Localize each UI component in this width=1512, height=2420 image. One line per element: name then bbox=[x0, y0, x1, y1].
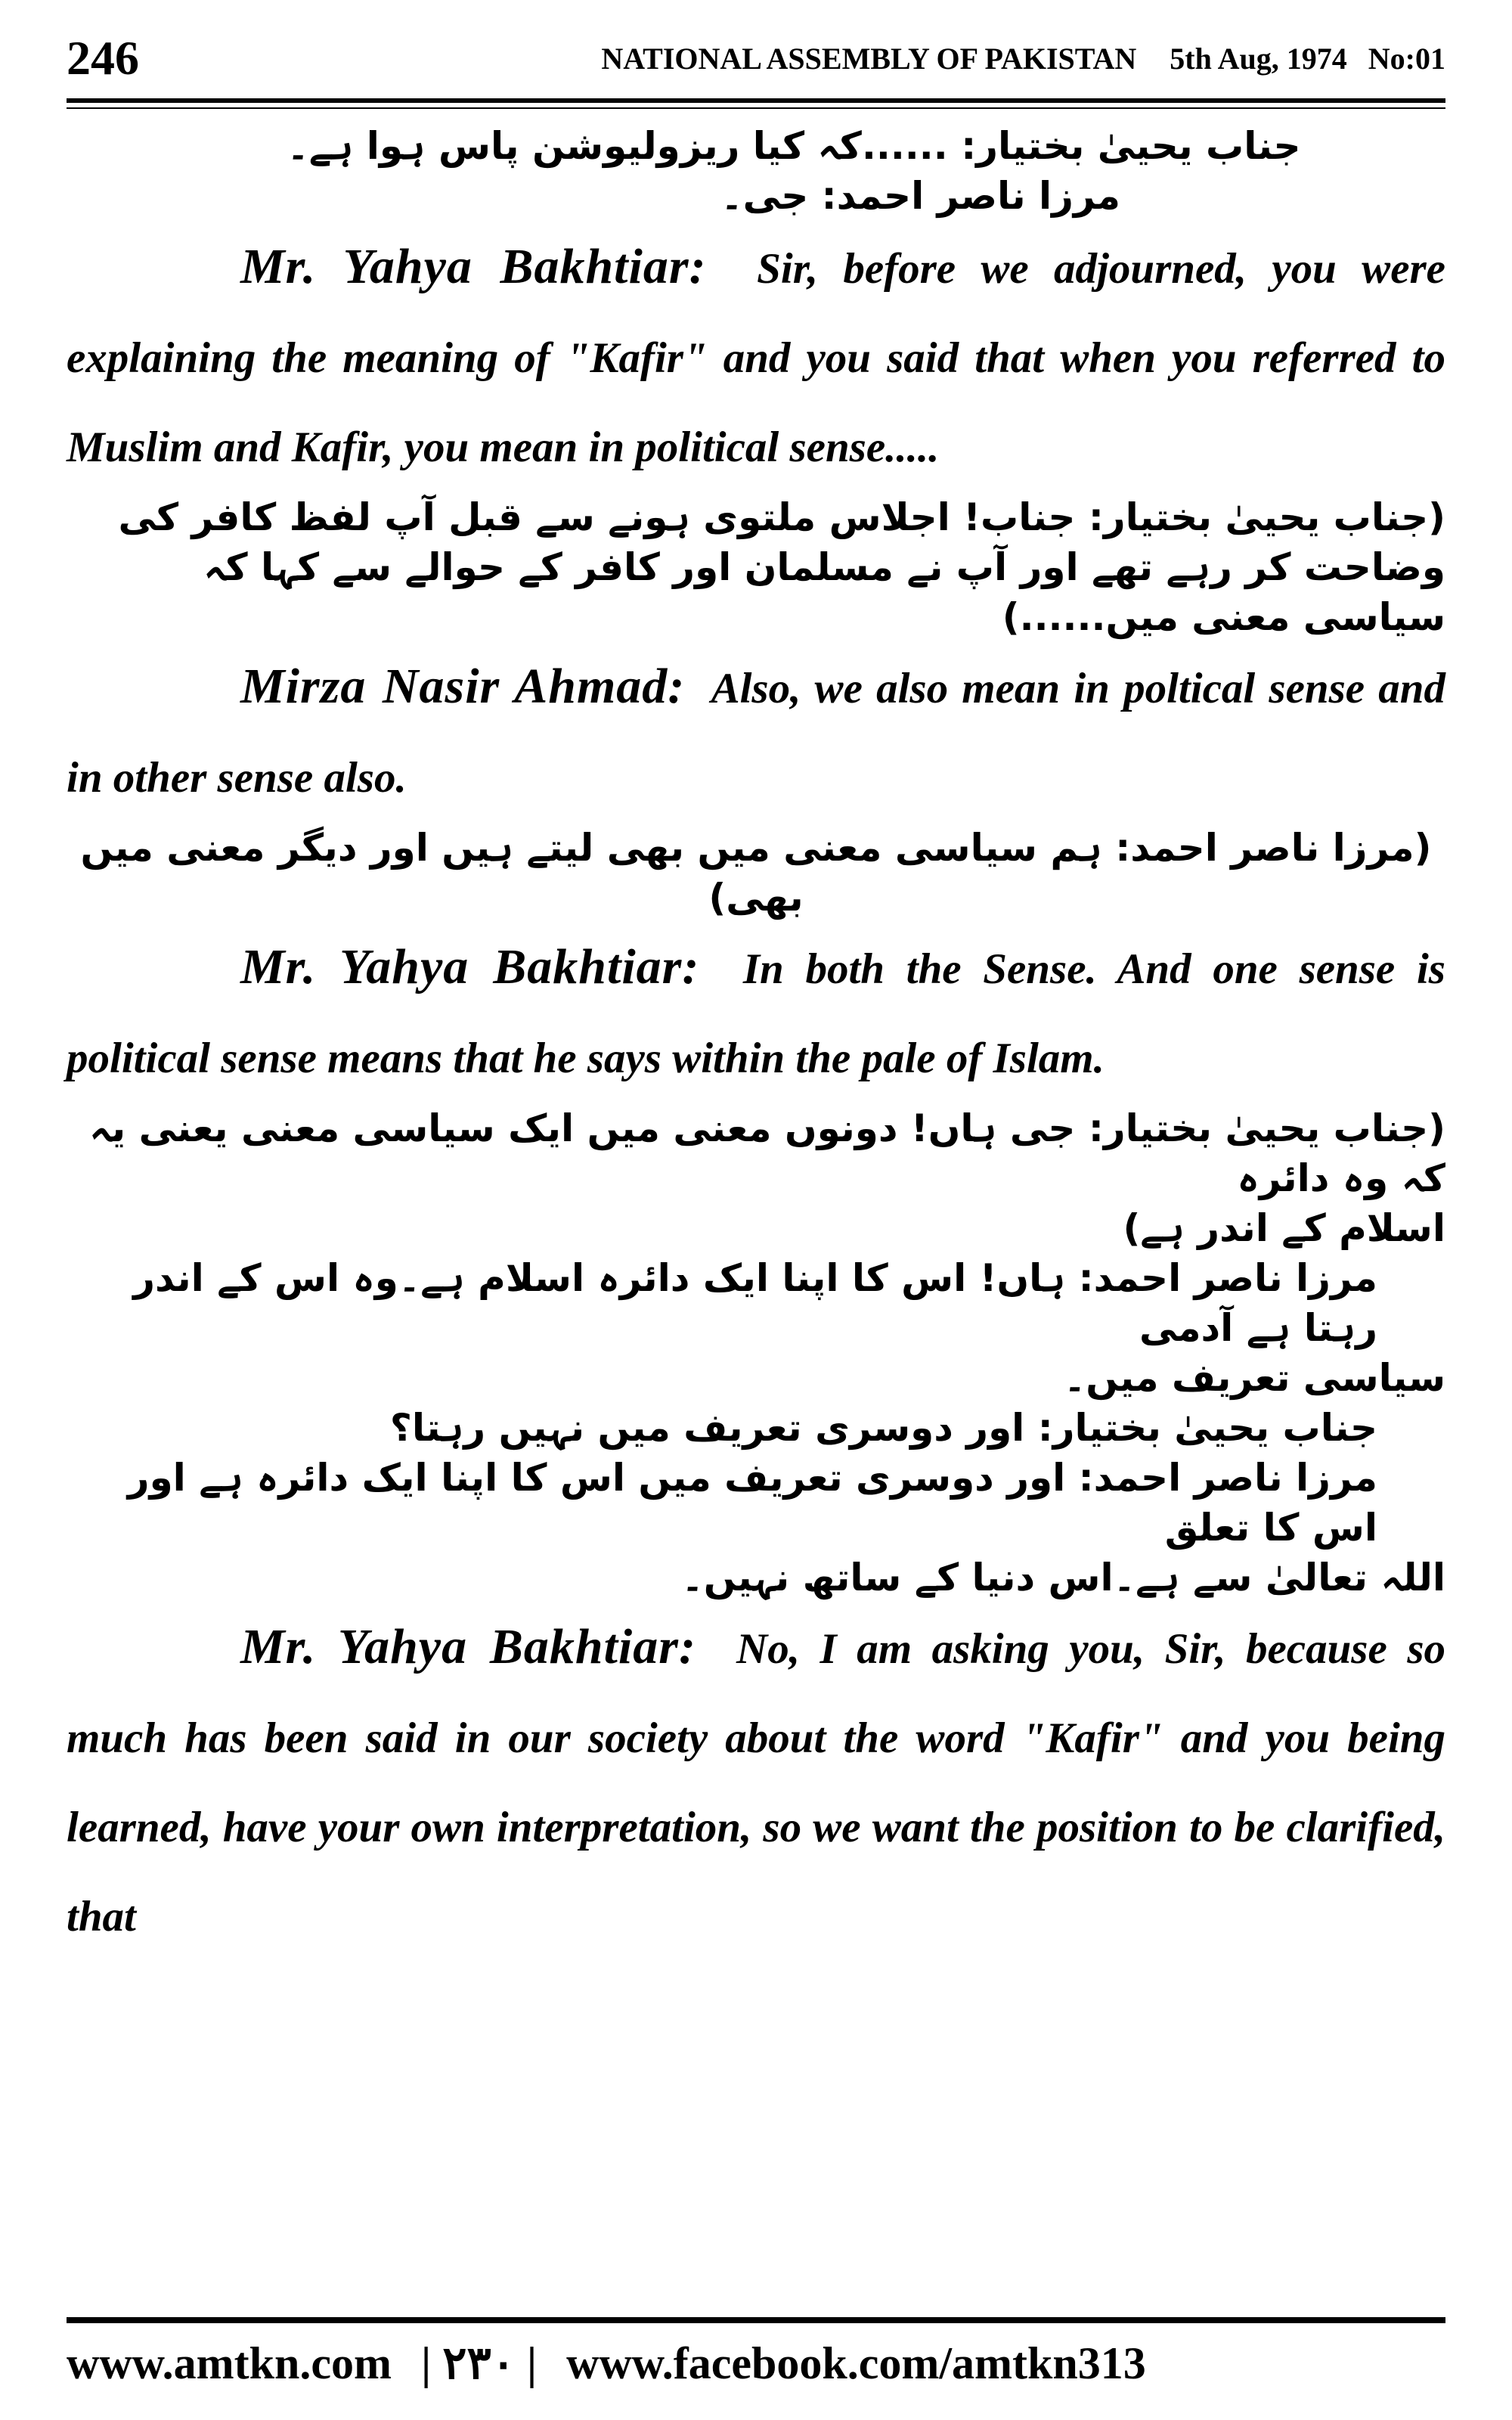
speaker-name: Mr. Yahya Bakhtiar: bbox=[240, 239, 707, 294]
speaker-name: Mr. Yahya Bakhtiar: bbox=[240, 1619, 696, 1674]
english-paragraph bbox=[67, 222, 1445, 492]
english-paragraph bbox=[67, 923, 1445, 1103]
english-text: Sir, before we adjourned, you were explaining the meaning of "Kafir" and you said that when you referred to Muslim and Kafir, you mean in political sense..... bbox=[67, 245, 1445, 471]
page-number: 246 bbox=[67, 31, 139, 85]
facebook-link[interactable]: www.facebook.com/amtkn313 bbox=[566, 2338, 1146, 2388]
urdu-paragraph-line: اللہ تعالیٰ سے ہے۔اس دنیا کے ساتھ نہیں۔ bbox=[681, 1556, 1445, 1599]
urdu-paragraph-line: اسلام کے اندر ہے) bbox=[1123, 1206, 1445, 1250]
header-issue: No:01 bbox=[1368, 42, 1445, 76]
urdu-paragraph: (مرزا ناصر احمد: ہم سیاسی معنی میں بھی لیتے ہیں اور دیگر معنی میں بھی) bbox=[80, 826, 1432, 920]
page-header bbox=[67, 30, 1445, 98]
header-rule bbox=[67, 98, 1445, 103]
urdu-paragraph-line: مرزا ناصر احمد: ہاں! اس کا اپنا ایک دائرہ اسلام ہے۔وہ اس کے اندر رہتا ہے آدمی bbox=[133, 1256, 1377, 1350]
page-footer bbox=[67, 2337, 1445, 2390]
urdu-speaker: جناب یحییٰ بختیار: bbox=[961, 124, 1301, 168]
speaker-name: Mirza Nasir Ahmad: bbox=[240, 659, 686, 714]
urdu-paragraph-line: سیاسی تعریف میں۔ bbox=[1063, 1356, 1445, 1400]
footer-rule bbox=[67, 2317, 1445, 2323]
english-paragraph bbox=[67, 1602, 1445, 1962]
urdu-paragraph: جناب یحییٰ بختیار: اور دوسری تعریف میں نہیں رہتا؟ bbox=[389, 1406, 1377, 1450]
header-text bbox=[575, 41, 1445, 76]
english-paragraph bbox=[67, 642, 1445, 823]
website-link[interactable]: www.amtkn.com bbox=[67, 2338, 392, 2388]
urdu-text: ......کہ کیا ریزولیوشن پاس ہوا ہے۔ bbox=[287, 124, 948, 168]
header-rule-thin bbox=[67, 107, 1445, 109]
speaker-name: Mr. Yahya Bakhtiar: bbox=[240, 939, 700, 994]
book-page-number: | ۲۳۰ | bbox=[421, 2338, 538, 2388]
urdu-paragraph bbox=[67, 171, 1445, 221]
english-text: No, I am asking you, Sir, because so much has been said in our society about the word "Kafir" and you being learned, have your own interpretation, so we want the position to be clarified, that bbox=[67, 1625, 1445, 1941]
english-text: Also, we also mean in poltical sense and in other sense also. bbox=[67, 665, 1445, 802]
urdu-paragraph-line: وضاحت کر رہے تھے اور آپ نے مسلمان اور کافر کے حوالے سے کہا کہ سیاسی معنی میں......) bbox=[203, 545, 1445, 639]
urdu-paragraph-line: (جناب یحییٰ بختیار: جناب! اجلاس ملتوی ہونے سے قبل آپ لفظ کافر کی bbox=[118, 495, 1445, 539]
header-title: NATIONAL ASSEMBLY OF PAKISTAN bbox=[601, 42, 1137, 76]
urdu-paragraph-line: (جناب یحییٰ بختیار: جی ہاں! دونوں معنی میں ایک سیاسی معنی یعنی یہ کہ وہ دائرہ bbox=[89, 1106, 1445, 1200]
urdu-speaker: مرزا ناصر احمد: bbox=[821, 174, 1120, 218]
transcript-body bbox=[67, 121, 1445, 1962]
header-date: 5th Aug, 1974 bbox=[1170, 42, 1347, 76]
urdu-text: جی۔ bbox=[720, 174, 809, 218]
english-text: In both the Sense. And one sense is political sense means that he says within the pale of Islam. bbox=[67, 945, 1445, 1082]
urdu-paragraph bbox=[67, 121, 1445, 171]
urdu-paragraph-line: مرزا ناصر احمد: اور دوسری تعریف میں اس کا اپنا ایک دائرہ ہے اور اس کا تعلق bbox=[127, 1456, 1377, 1550]
